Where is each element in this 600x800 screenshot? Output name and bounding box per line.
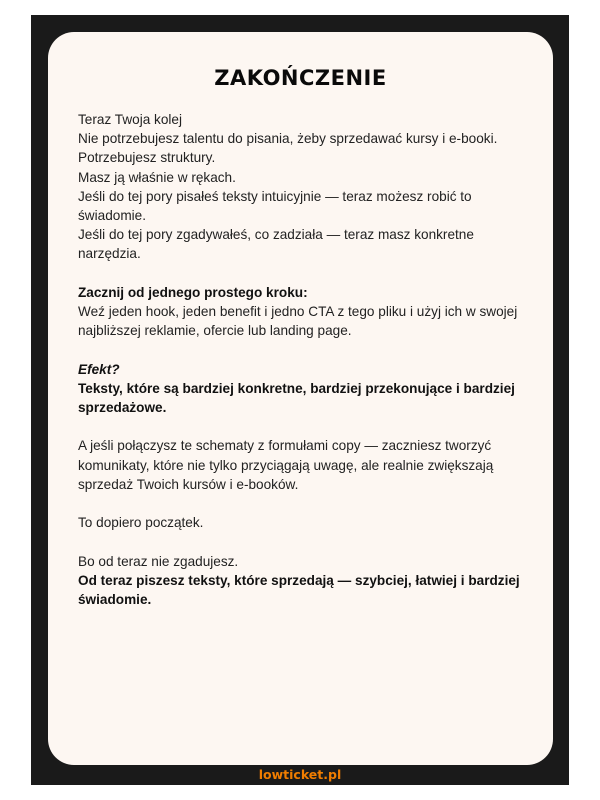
document-body xyxy=(78,110,523,609)
page-title: ZAKOŃCZENIE xyxy=(214,66,387,90)
intro-line: Potrzebujesz struktury. xyxy=(78,150,216,166)
spacer xyxy=(78,340,523,359)
spacer xyxy=(78,532,523,551)
step-heading: Zacznij od jednego prostego kroku: xyxy=(78,284,308,300)
effect-text: Teksty, które są bardziej konkretne, bardziej przekonujące i bardziej sprzedażowe. xyxy=(78,380,515,416)
closing-line: Bo od teraz nie zgadujesz. xyxy=(78,553,239,569)
intro-line: Jeśli do tej pory zgadywałeś, co zadziała — teraz masz konkretne narzędzia. xyxy=(78,227,474,262)
intro-line: Masz ją właśnie w rękach. xyxy=(78,169,236,185)
spacer xyxy=(78,264,523,283)
content-card xyxy=(48,32,553,765)
intro-line: Jeśli do tej pory pisałeś teksty intuicyjnie — teraz możesz robić to świadomie. xyxy=(78,188,472,224)
page-frame xyxy=(31,15,569,785)
closing-statement: Od teraz piszesz teksty, które sprzedają — szybciej, łatwiej i bardziej świadomie. xyxy=(78,572,520,607)
intro-line: Teraz Twoja kolej xyxy=(78,112,183,127)
brand-footer: lowticket.pl xyxy=(258,767,342,782)
step-text: Weź jeden hook, jeden benefit i jedno CTA z tego pliku i użyj ich w swojej najbliższej reklamie, ofercie lub landing page. xyxy=(78,304,518,339)
combine-paragraph: A jeśli połączysz te schematy z formułami copy — zaczniesz tworzyć komunikaty, które nie tylko przyciągają uwagę, ale realnie zwiększają sprzedaż Twoich kursów i e-booków. xyxy=(78,438,494,492)
effect-heading: Efekt? xyxy=(78,361,120,377)
intro-line: Nie potrzebujesz talentu do pisania, żeby sprzedawać kursy i e-booki. xyxy=(78,131,498,147)
spacer xyxy=(78,494,523,513)
spacer xyxy=(78,417,523,436)
beginning-paragraph: To dopiero początek. xyxy=(78,515,204,531)
